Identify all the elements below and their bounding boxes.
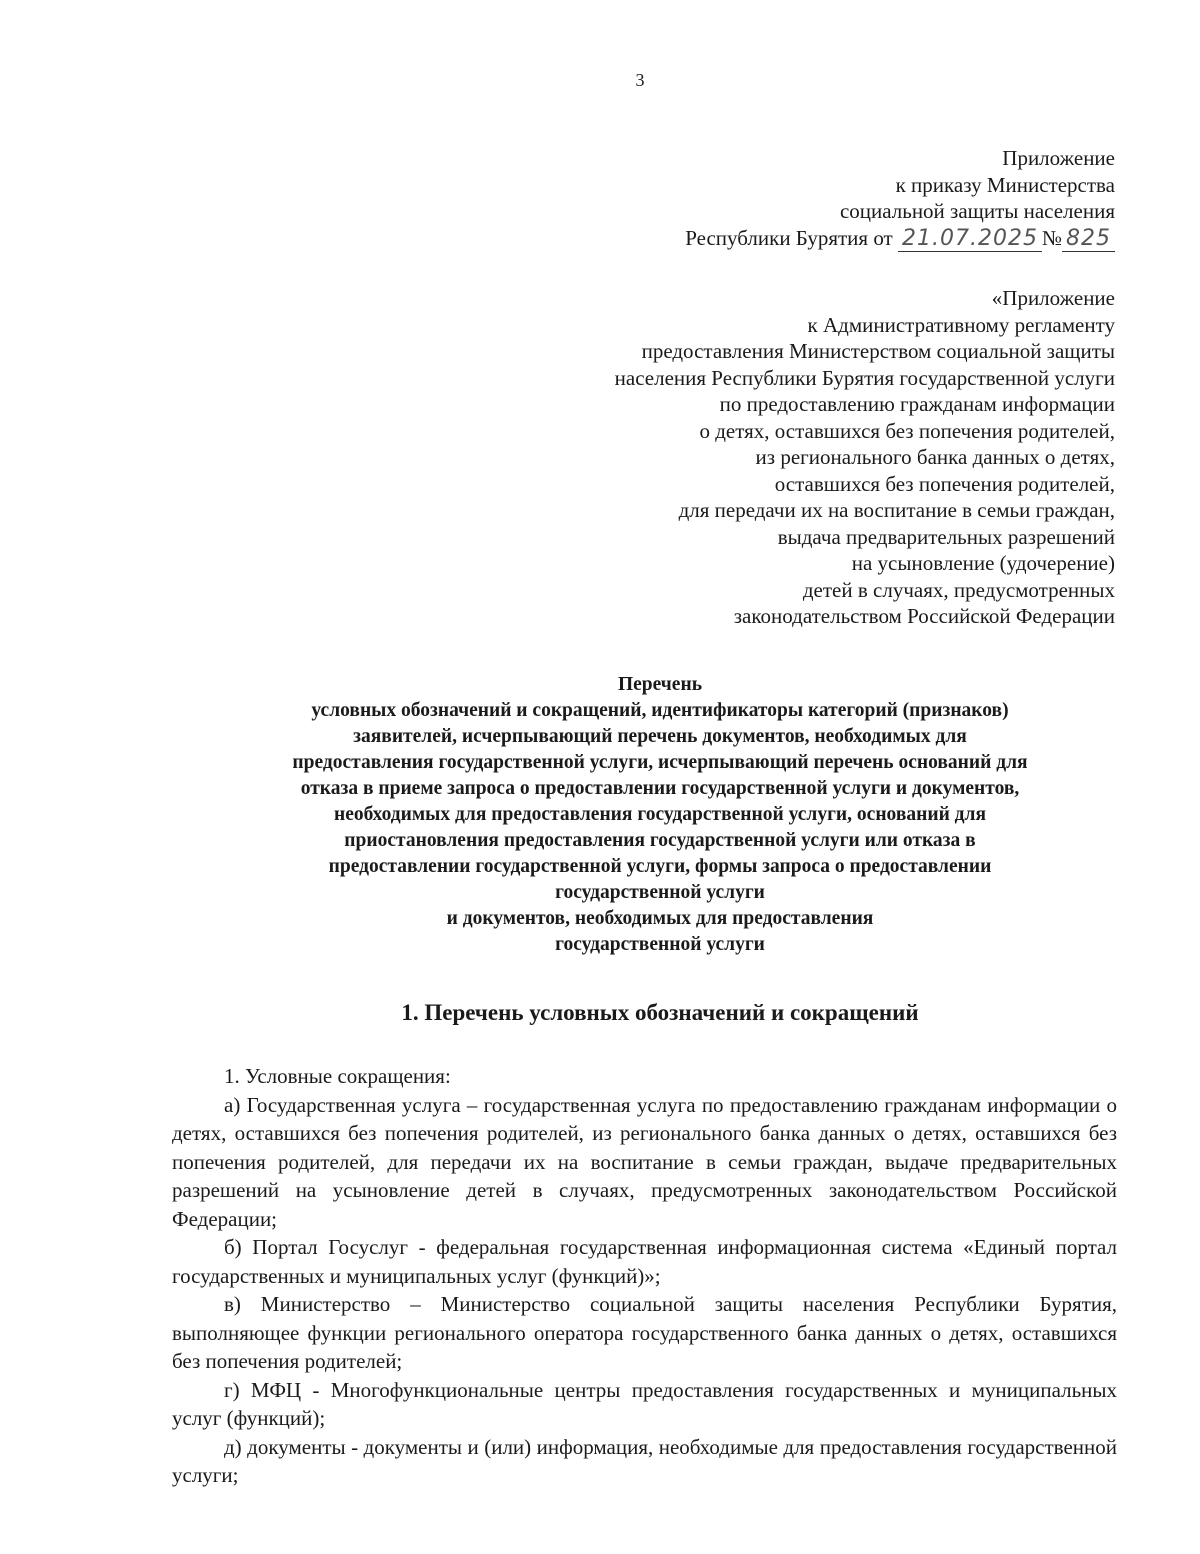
approval-block bbox=[685, 145, 1115, 252]
section-heading: 1. Перечень условных обозначений и сокращений bbox=[401, 1000, 919, 1025]
annex-line: о детях, оставшихся без попечения родителей, bbox=[699, 418, 1115, 443]
annex-line: по предоставлению гражданам информации bbox=[719, 392, 1115, 416]
paragraph: а) Государственная услуга – государственная услуга по предоставлению гражданам информации о детях, оставшихся без попечения родителей, из регионального банка данных о детях, оставшихся без попечения родителей, для передачи их на воспитание в семьи граждан, выдаче предварительных разрешений на усыновление детей в случаях, предусмотренных законодательством Российской Федерации; bbox=[172, 1092, 1117, 1231]
heading-line: и документов, необходимых для предоставления bbox=[446, 908, 874, 929]
paragraph: г) МФЦ - Многофункциональные центры предоставления государственных и муниципальных услуг (функций); bbox=[172, 1377, 1117, 1430]
heading-line: необходимых для предоставления государственной услуги, оснований для bbox=[333, 804, 987, 825]
page-number: 3 bbox=[635, 70, 645, 90]
annex-line: «Приложение bbox=[991, 286, 1115, 310]
annex-line: населения Республики Бурятия государственной услуги bbox=[614, 365, 1115, 390]
heading-line: предоставлении государственной услуги, формы запроса о предоставлении bbox=[328, 856, 992, 877]
paragraph: в) Министерство – Министерство социальной защиты населения Республики Бурятия, выполняющее функции регионального оператора государственного банка данных о детях, оставшихся без попечения родителей; bbox=[172, 1292, 1117, 1373]
heading-line: условных обозначений и сокращений, идентификаторы категорий (признаков) bbox=[311, 700, 1009, 721]
paragraph: д) документы - документы и (или) информация, необходимые для предоставления государственной услуги; bbox=[172, 1434, 1117, 1487]
annex-line: к Административному регламенту bbox=[807, 312, 1115, 337]
heading-line: государственной услуги bbox=[555, 882, 765, 903]
heading-line: отказа в приеме запроса о предоставлении государственной услуги и документов, bbox=[300, 778, 1020, 799]
heading-line: Перечень bbox=[617, 674, 703, 695]
annex-line: оставшихся без попечения родителей, bbox=[774, 471, 1115, 496]
approval-line: к приказу Министерства bbox=[895, 172, 1115, 197]
annex-line: выдача предварительных разрешений bbox=[777, 524, 1115, 549]
annex-line: предоставления Министерством социальной защиты bbox=[641, 339, 1115, 363]
body-text bbox=[172, 1062, 1117, 1490]
annex-line: из регионального банка данных о детях, bbox=[755, 445, 1115, 469]
number-sign: № bbox=[1041, 225, 1062, 250]
approval-line: Приложение bbox=[1002, 146, 1115, 170]
approval-date-prefix: Республики Бурятия от bbox=[685, 225, 893, 250]
heading-line: предоставления государственной услуги, исчерпывающий перечень оснований для bbox=[292, 752, 1028, 773]
handwritten-date: 21.07.2025 bbox=[898, 226, 1042, 252]
document-heading bbox=[170, 672, 1150, 958]
heading-line: приостановления предоставления государственной услуги или отказа в bbox=[344, 830, 976, 851]
heading-line: государственной услуги bbox=[555, 934, 765, 955]
approval-line: социальной защиты населения bbox=[839, 199, 1115, 223]
handwritten-number: 825 bbox=[1062, 226, 1115, 252]
annex-line: законодательством Российской Федерации bbox=[733, 604, 1115, 628]
annex-line: для передачи их на воспитание в семьи граждан, bbox=[678, 498, 1115, 522]
paragraph: б) Портал Госуслуг - федеральная государственная информационная система «Единый портал государственных и муниципальных услуг (функций)»; bbox=[172, 1235, 1117, 1288]
approval-date-line bbox=[685, 225, 1115, 253]
annex-line: детей в случаях, предусмотренных bbox=[802, 577, 1115, 602]
paragraph: 1. Условные сокращения: bbox=[224, 1064, 451, 1088]
annex-block bbox=[615, 285, 1115, 630]
heading-line: заявителей, исчерпывающий перечень документов, необходимых для bbox=[353, 726, 967, 747]
annex-line: на усыновление (удочерение) bbox=[851, 551, 1115, 575]
